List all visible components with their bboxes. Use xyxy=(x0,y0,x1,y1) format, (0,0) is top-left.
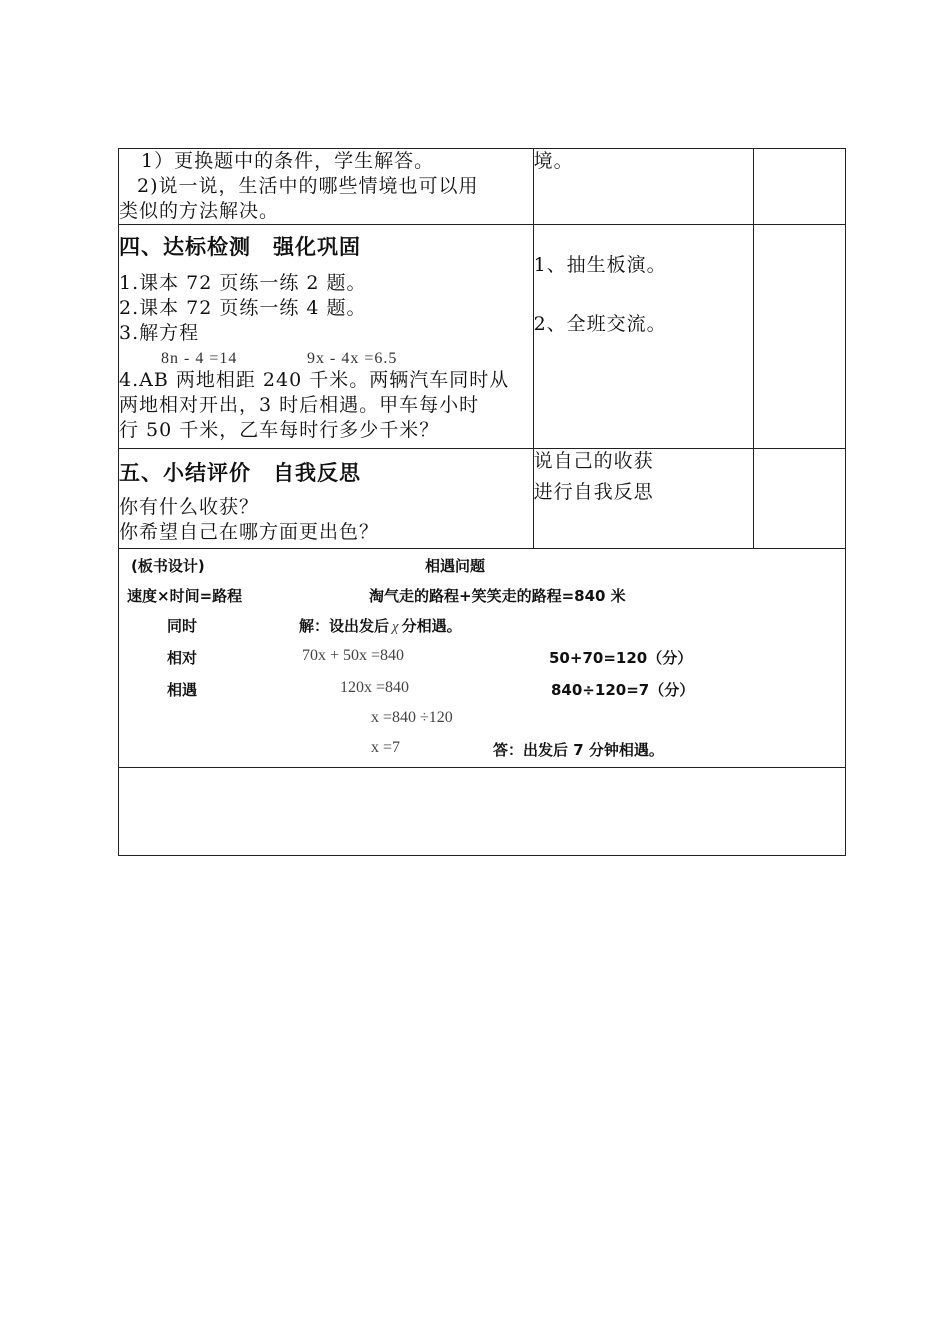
text-line: 1.课本 72 页练一练 2 题。 xyxy=(119,272,367,294)
equation-step: 120x =840 xyxy=(340,679,410,696)
keyword: 相遇 xyxy=(167,681,198,699)
empty-cell xyxy=(119,768,846,856)
notes-cell xyxy=(753,225,845,449)
text-line: 说自己的收获 xyxy=(533,450,654,472)
activity-cell xyxy=(119,449,534,549)
solution-text: 解：设出发后 xyxy=(299,617,390,635)
board-design xyxy=(119,549,845,767)
table-row xyxy=(119,768,846,856)
notes-cell xyxy=(753,149,845,225)
activity-cell xyxy=(119,149,534,225)
student-activity-cell xyxy=(533,149,753,225)
equation: 8n - 4 =14 xyxy=(161,350,238,367)
formula: 淘气走的路程+笑笑走的路程=840 米 xyxy=(369,587,626,605)
answer: 答：出发后 7 分钟相遇。 xyxy=(493,741,664,759)
text-line: 境。 xyxy=(533,150,574,172)
activity-cell xyxy=(119,225,534,449)
text-line: 2.课本 72 页练一练 4 题。 xyxy=(119,297,367,319)
board-label: (板书设计) xyxy=(131,557,205,575)
text-line: 你希望自己在哪方面更出色？ xyxy=(119,521,380,543)
board-design-cell xyxy=(119,549,846,768)
alternative-step: 840÷120=7（分） xyxy=(551,681,695,699)
text-line: 1）更换题中的条件，学生解答。 xyxy=(141,150,435,172)
alternative-step: 50+70=120（分） xyxy=(549,649,693,667)
equation: 9x - 4x =6.5 xyxy=(307,350,398,367)
table-row xyxy=(119,149,846,225)
text-line: 行 50 千米，乙车每时行多少千米？ xyxy=(119,419,440,441)
text-line: 两地相对开出，3 时后相遇。甲车每小时 xyxy=(119,394,480,416)
text-line: 你有什么收获？ xyxy=(119,496,260,518)
section-heading: 四、达标检测 强化巩固 xyxy=(119,235,361,259)
equation-step: x =7 xyxy=(371,739,401,756)
equation-step: 70x + 50x =840 xyxy=(302,647,405,664)
formula: 速度×时间=路程 xyxy=(127,587,243,605)
board-title: 相遇问题 xyxy=(425,557,486,575)
table-row xyxy=(119,225,846,449)
table-row xyxy=(119,449,846,549)
text-line: 3.解方程 xyxy=(119,322,200,344)
keyword: 相对 xyxy=(167,649,198,667)
solution-text: 分相遇。 xyxy=(401,617,462,635)
solution-intro xyxy=(299,615,462,636)
notes-cell xyxy=(753,449,845,549)
text-line: 1、抽生板演。 xyxy=(533,254,667,276)
text-line: 2、全班交流。 xyxy=(533,313,667,335)
text-line: 进行自我反思 xyxy=(533,481,654,503)
section-heading: 五、小结评价 自我反思 xyxy=(119,461,361,485)
student-activity-cell xyxy=(533,449,753,549)
variable: χ xyxy=(392,619,399,635)
text-line: 2)说一说，生活中的哪些情境也可以用 xyxy=(137,175,479,197)
text-line: 类似的方法解决。 xyxy=(119,200,280,222)
lesson-plan-table xyxy=(118,148,846,856)
equation-step: x =840 ÷120 xyxy=(371,709,453,726)
equation-line xyxy=(119,346,533,368)
keyword: 同时 xyxy=(167,617,198,635)
table-row xyxy=(119,549,846,768)
student-activity-cell xyxy=(533,225,753,449)
text-line: 4.AB 两地相距 240 千米。两辆汽车同时从 xyxy=(119,369,510,391)
